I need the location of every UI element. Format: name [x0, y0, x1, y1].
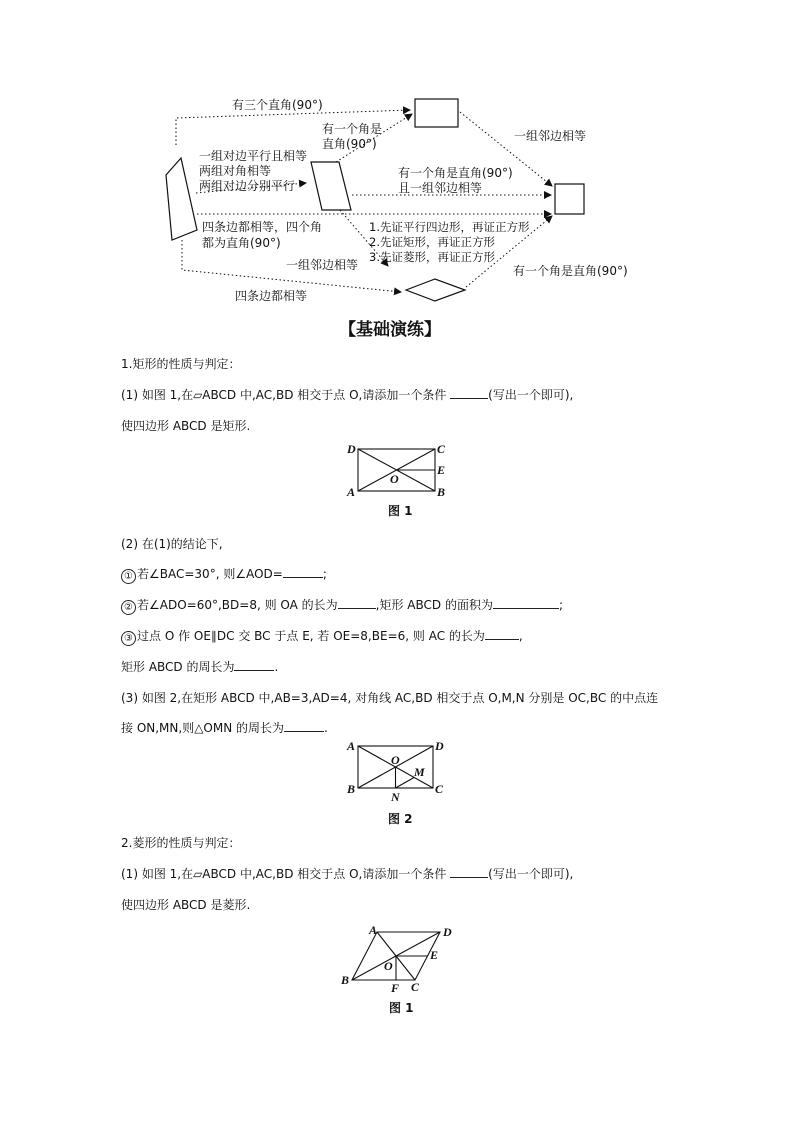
q1-part1-text-a: (1) 如图 1,在▱ABCD 中,AC,BD 相交于点 O,请添加一个条件	[121, 388, 451, 402]
fig2-label-D: D	[435, 739, 444, 753]
fig3-label-B: B	[341, 973, 350, 987]
fig1-label-D: D	[347, 442, 356, 456]
q2-part1-text-a: (1) 如图 1,在▱ABCD 中,AC,BD 相交于点 O,请添加一个条件	[121, 867, 451, 881]
fig3-label-F: F	[391, 981, 400, 995]
section-title: 【基础演练】	[339, 320, 441, 340]
q1-part2-item1-end: ;	[322, 567, 327, 581]
label-adjacent-equal-bottom: 一组邻边相等	[286, 258, 359, 272]
q1-part2-item3-text-b: 矩形 ABCD 的周长为	[121, 660, 235, 674]
q1-part2-item3-comma: ,	[518, 629, 523, 643]
q1-part3-end: .	[324, 721, 328, 735]
fig1-label-C: C	[437, 442, 446, 456]
q1-part3-text: 接 ON,MN,则△OMN 的周长为	[121, 721, 285, 735]
fig2-label-C: C	[435, 782, 444, 796]
q1-part2-item2-text-b: ,矩形 ABCD 的面积为	[375, 598, 493, 612]
fig2-label-O: O	[391, 753, 400, 767]
fig1-caption: 图 1	[388, 504, 413, 518]
q1-part2-item3-end: .	[274, 660, 279, 674]
q1-part3-line1: (3) 如图 2,在矩形 ABCD 中,AB=3,AD=4, 对角线 AC,BD 相交于点 O,M,N 分别是 OC,BC 的中点连	[121, 691, 659, 705]
q1-part2-item2-text-a: 若∠ADO=60°,BD=8, 则 OA 的长为	[137, 598, 338, 612]
label-right-and-adj-1: 有一个角是直角(90°)	[398, 166, 513, 180]
label-para-cond-2: 两组对角相等	[199, 164, 272, 178]
label-four-sides-equal: 四条边都相等	[235, 289, 308, 303]
label-steps-1: 1.先证平行四边形，再证正方形	[369, 220, 530, 234]
fig3-label-C: C	[411, 980, 420, 994]
fig3-label-D: D	[443, 925, 452, 939]
fig2-label-N: N	[391, 790, 400, 804]
label-one-right-angle-b: 直角(90°)	[322, 137, 377, 151]
label-adjacent-equal-top: 一组邻边相等	[514, 129, 587, 143]
q1-heading: 1.矩形的性质与判定：	[121, 357, 241, 371]
fig1-label-O: O	[390, 472, 399, 486]
fig2-label-M: M	[414, 765, 425, 779]
q2-part1-text-b: (写出一个即可),	[488, 867, 574, 881]
q1-part1-text-b: (写出一个即可),	[488, 388, 574, 402]
label-one-right-bottom: 有一个角是直角(90°)	[513, 264, 628, 278]
q1-part1-line2: 使四边形 ABCD 是矩形.	[121, 419, 251, 433]
fig2-label-A: A	[347, 739, 356, 753]
label-steps-2: 2.先证矩形，再证正方形	[369, 235, 495, 249]
q1-part2-item2-end: ;	[558, 598, 563, 612]
fig3-label-E: E	[430, 948, 439, 962]
circle-num-2: ②	[121, 600, 136, 615]
fig2-caption: 图 2	[388, 812, 413, 826]
fig3-label-O: O	[384, 959, 393, 973]
label-four-sides-angles-1: 四条边都相等，四个角	[202, 220, 323, 234]
q2-part1-line2: 使四边形 ABCD 是菱形.	[121, 898, 251, 912]
fig2-label-B: B	[347, 782, 356, 796]
label-para-cond-1: 一组对边平行且相等	[199, 149, 308, 163]
fig1-label-A: A	[347, 485, 356, 499]
label-steps-3: 3.先证菱形，再证正方形	[369, 250, 495, 264]
label-one-right-angle-a: 有一个角是	[322, 122, 383, 136]
q2-heading: 2.菱形的性质与判定：	[121, 836, 241, 850]
q2-fig-caption: 图 1	[389, 1001, 414, 1015]
q1-part2-item1-text: 若∠BAC=30°, 则∠AOD=	[137, 567, 283, 581]
fig3-label-A: A	[369, 923, 378, 937]
fig1-label-B: B	[437, 485, 446, 499]
label-four-sides-angles-2: 都为直角(90°)	[202, 236, 281, 250]
label-right-and-adj-2: 且一组邻边相等	[398, 181, 483, 195]
fig1-label-E: E	[437, 463, 446, 477]
circle-num-3: ③	[121, 631, 136, 646]
label-three-right-angles: 有三个直角(90°)	[232, 98, 323, 112]
label-para-cond-3: 两组对边分别平行	[199, 179, 296, 193]
q1-part2-intro: (2) 在(1)的结论下,	[121, 537, 223, 551]
circle-num-1: ①	[121, 569, 136, 584]
q1-part2-item3-text: 过点 O 作 OE∥DC 交 BC 于点 E, 若 OE=8,BE=6, 则 AC 的长为	[137, 629, 485, 643]
